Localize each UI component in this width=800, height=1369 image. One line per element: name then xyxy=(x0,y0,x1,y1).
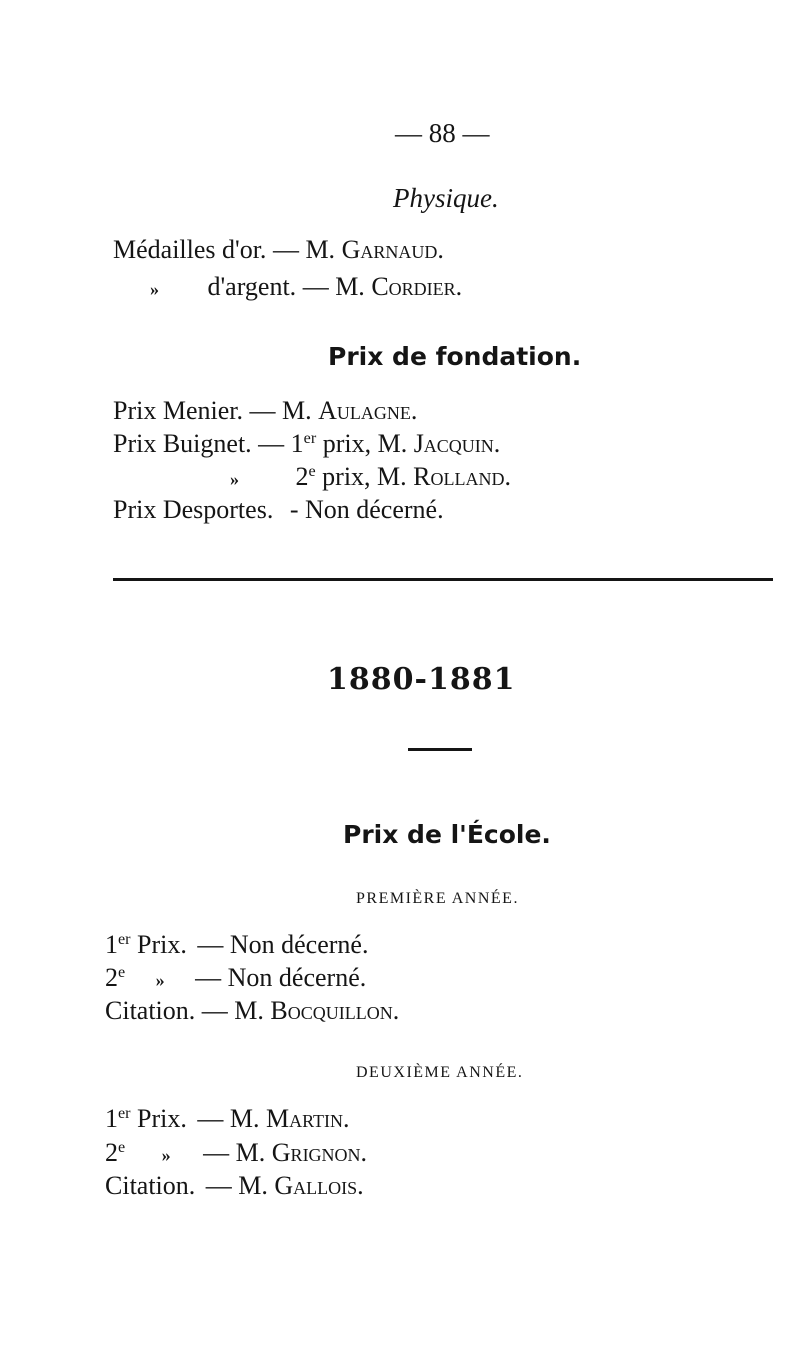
row-ordinal: 2e xyxy=(105,963,126,992)
row-name: Jacquin. xyxy=(413,429,501,458)
year-heading: 1880-1881 xyxy=(327,662,516,697)
ditto-mark: » xyxy=(230,469,239,489)
row-ordinal: 1er xyxy=(105,1104,131,1133)
row-mr: M. xyxy=(335,272,365,301)
physique-row-gold xyxy=(113,235,444,265)
deuxieme-row-2 xyxy=(105,1138,367,1168)
row-mr: M. xyxy=(305,235,336,264)
row-text: — M. xyxy=(201,996,264,1025)
ditto-mark: » xyxy=(150,279,159,299)
premiere-annee-label: PREMIÈRE ANNÉE. xyxy=(356,890,519,907)
row-label: Prix Desportes. xyxy=(113,495,274,524)
row-text: — M. xyxy=(205,1171,268,1200)
row-name: Cordier. xyxy=(371,272,463,301)
row-label: d'argent. xyxy=(207,272,297,301)
row-name: Martin. xyxy=(265,1104,350,1133)
row-name: Garnaud. xyxy=(341,235,444,264)
row-label: Citation. xyxy=(105,1171,196,1200)
row-text: — Non décerné. xyxy=(197,930,369,959)
fondation-row-desportes xyxy=(113,495,444,525)
row-dash: — xyxy=(272,235,299,264)
deuxieme-row-1 xyxy=(105,1104,350,1134)
fondation-row-buignet-second xyxy=(230,462,511,492)
section-divider xyxy=(113,578,773,581)
row-dash: — xyxy=(258,429,285,458)
row-ordinal: 1er xyxy=(290,429,317,458)
page-number: — 88 — xyxy=(395,118,490,148)
row-text: prix, M. xyxy=(322,429,408,458)
row-name: Aulagne. xyxy=(318,396,418,425)
row-label: Prix. xyxy=(137,1104,187,1133)
row-name: Grignon. xyxy=(271,1138,368,1167)
row-text: — Non décerné. xyxy=(195,963,367,992)
row-dash: — xyxy=(302,272,329,301)
row-name: Rolland. xyxy=(413,462,511,491)
short-divider xyxy=(408,748,472,751)
row-ordinal: 2e xyxy=(295,462,316,491)
row-label: Prix Buignet. xyxy=(113,429,252,458)
row-text: — M. xyxy=(249,396,312,425)
row-ordinal: 2e xyxy=(105,1138,126,1167)
fondation-row-menier xyxy=(113,396,417,426)
row-text: — M. xyxy=(203,1138,266,1167)
row-label: Citation. xyxy=(105,996,196,1025)
row-label: Prix. xyxy=(137,930,187,959)
row-name: Gallois. xyxy=(274,1171,364,1200)
section-title-fondation: Prix de fondation. xyxy=(328,342,582,371)
premiere-row-citation xyxy=(105,996,399,1026)
row-label: Médailles d'or. xyxy=(113,235,267,264)
row-text: - Non décerné. xyxy=(289,495,444,524)
premiere-row-2 xyxy=(105,963,366,993)
row-ordinal: 1er xyxy=(105,930,131,959)
row-name: Bocquillon. xyxy=(270,996,400,1025)
physique-row-silver xyxy=(150,272,462,302)
row-label: Prix Menier. xyxy=(113,396,243,425)
deuxieme-annee-label: DEUXIÈME ANNÉE. xyxy=(356,1064,524,1081)
deuxieme-row-citation xyxy=(105,1171,364,1201)
fondation-row-buignet xyxy=(113,429,500,459)
section-title-physique: Physique. xyxy=(393,183,499,213)
ditto-mark: » xyxy=(161,1145,171,1165)
premiere-row-1 xyxy=(105,930,368,960)
row-text: — M. xyxy=(197,1104,260,1133)
section-title-ecole: Prix de l'École. xyxy=(343,820,551,849)
ditto-mark: » xyxy=(155,970,165,990)
row-text: prix, M. xyxy=(322,462,407,491)
